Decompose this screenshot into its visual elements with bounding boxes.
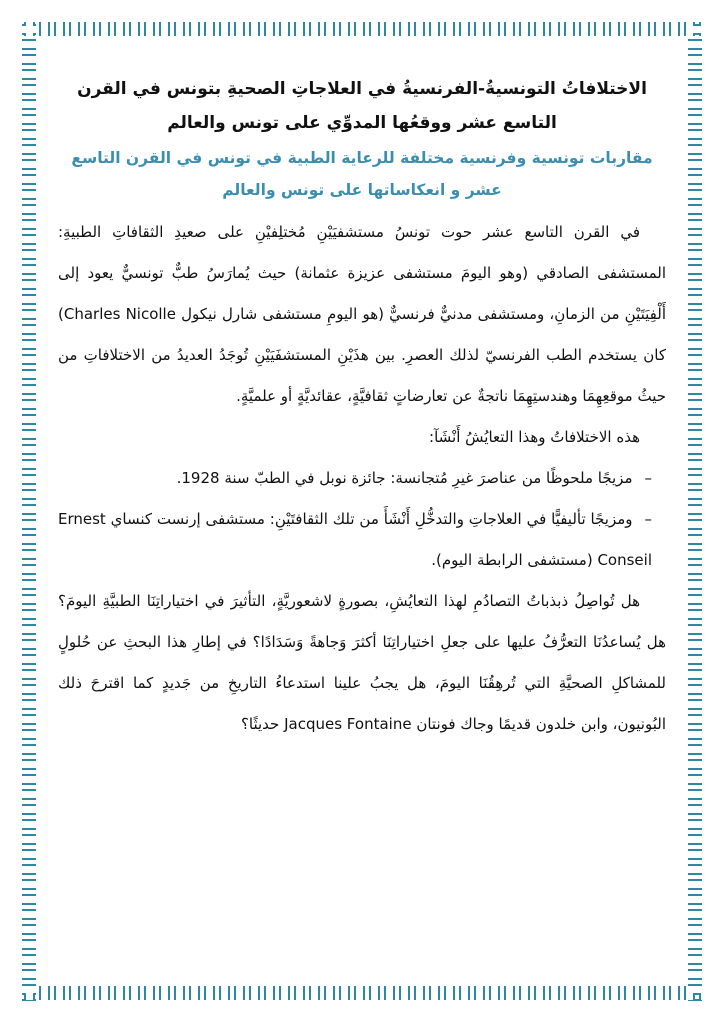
border-right-inner: [688, 22, 702, 1002]
border-top: [22, 22, 702, 36]
list-item: [58, 499, 666, 581]
bullet-text-1: مزيجًا ملحوظًا من عناصرَ غيرِ مُتجانسة: جائزة نوبل في الطبّ سنة 1928.: [176, 469, 633, 487]
border-bottom: [22, 986, 702, 1000]
document-title: الاختلافاتُ التونسيةُ-الفرنسيةُ في العلاجاتِ الصحيةِ بتونس في القرن التاسع عشر ووقعُها المدوِّي على تونس والعالم: [77, 79, 647, 133]
intro-line: هذه الاختلافاتُ وهذا التعايُشُ أَنْشَآ:: [429, 428, 640, 446]
border-left-inner: [22, 22, 36, 1002]
bullet-marker: –: [644, 469, 652, 487]
list-item: [58, 458, 666, 499]
document-subtitle: مقاربات تونسية وفرنسية مختلفة للرعاية الطبية في تونس في القرن التاسع عشر و انعكاساتها على تونس والعالم: [71, 149, 653, 199]
border-right: [688, 22, 702, 1002]
border-bottom-inner: [22, 986, 702, 1000]
border-left: [22, 22, 36, 1002]
paragraph-2: هل تُواصِلُ ذبذباتُ التصادُمِ لهذا التعايُشِ، بصورةٍ لاشعوريَّةٍ، التأثيرَ في اختياراتِنَا الطبيَّةِ اليومَ؟ هل يُساعدُنَا التعرُّفُ عليها على جعلِ اختياراتِنَا أكثرَ وَجاهةً وَسَدَادًا؟ في إطارِ هذا البحثِ عن حُلولٍ للمشاكلِ الصحيَّةِ التي تُرهِقُنَا اليومَ، هل يجبُ علينا استدعاءُ التاريخِ من جَديدٍ كما اقترحَ ذلك البُونيون، وابن خلدون قديمًا وجاك فونتان Jacques Fontaine حديثًا؟: [58, 592, 666, 733]
document-body: [58, 72, 666, 745]
border-top-inner: [22, 22, 702, 36]
bullet-marker: –: [644, 510, 652, 528]
bullet-text-2: ومزيجًا تأليفيًّا في العلاجاتِ والتدخُّلِ أَنْشَأَ من تلك الثقافتَيْنِ: مستشفى إرنست كنساي Ernest Conseil (مستشفى الرابطة اليوم).: [58, 510, 652, 569]
paragraph-1: في القرن التاسع عشر حوت تونسُ مستشفيَيْنِ مُختلِفيْنِ على صعيدِ الثقافاتِ الطبيةِ: المستشفى الصادقي (وهو اليومَ مستشفى عزيزة عثمانة) حيث يُمارَسُ طبٌّ تونسيٌّ يعود إلى أَلْفِيَتَيْنِ من الزمانِ، ومستشفى مدنيٌّ فرنسيٌّ (هو اليومِ مستشفى شارل نيكول Charles Nicolle) كان يستخدم الطب الفرنسيّ لذلك العصرِ. بين هذَيْنِ المستشفَيَيْنِ تُوجَدُ العديدُ من الاختلافاتِ من حيثُ موقعِهِمَا وهندستِهِمَا ناتجةٌ عن تعارضاتٍ ثقافيَّةٍ، عقائديَّةٍ أو علميَّةٍ.: [58, 223, 666, 405]
